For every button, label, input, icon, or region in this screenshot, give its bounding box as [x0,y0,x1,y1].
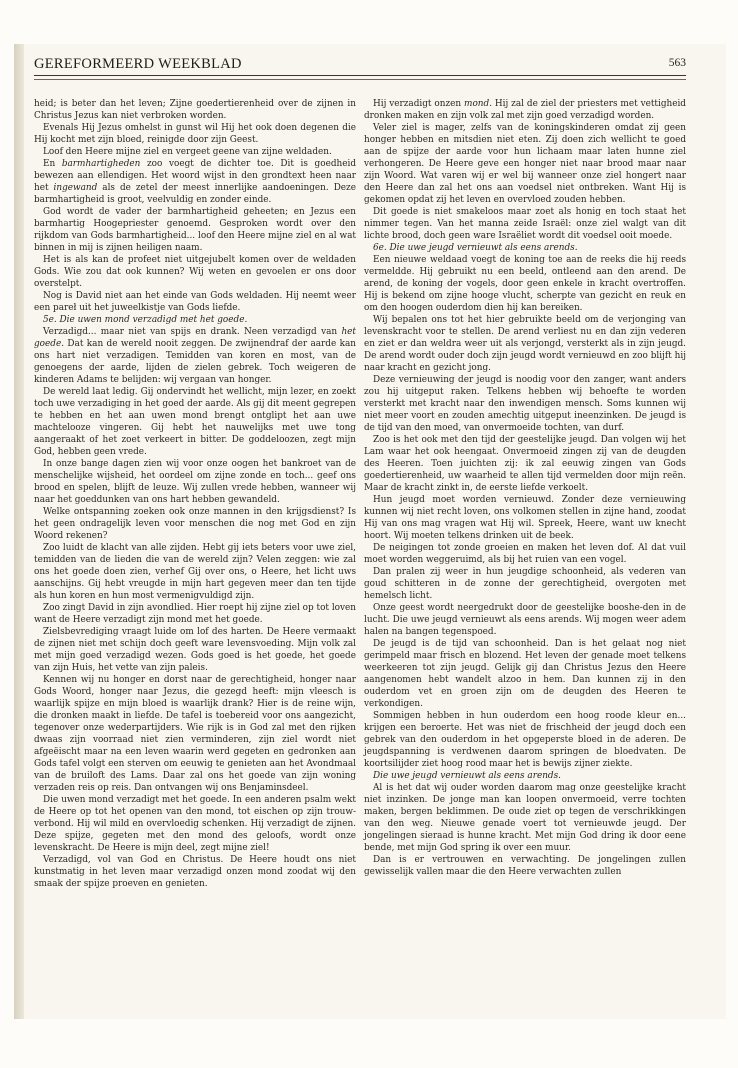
emphasis: mond [464,99,490,109]
text-run: En [43,159,62,169]
paragraph: Verzadigd, vol van God en Christus. De Heere houdt ons niet kunstmatig in het leven maar verzadigd onzen mond zoodat wij den smaak der spijze proeven en genieten. [34,855,356,889]
paragraph: Evenals Hij Jezus omhelst in gunst wil Hij het ook doen degenen die Hij kocht met zijn bloed, reinigde door zijn Geest. [34,123,356,145]
paragraph: De jeugd is de tijd van schoonheid. Dan is het gelaat nog niet gerimpeld maar frisch en blozend. Het leven der genade moet telkens weerkeeren tot zijn jeugd. Gelijk gij dan Christus Jezus den Heere aangenomen hebt wandelt alzoo in hem. Dan kunnen zij in den ouderdom vet en groen zijn om de deugden des Heeren te verkondigen. [364,639,686,709]
paragraph: Nog is David niet aan het einde van Gods weldaden. Hij neemt weer een pareł uit het juweelkistje van Gods liefde. [34,291,356,313]
emphasis: ingewand [53,183,98,193]
paragraph: Welke ontspanning zoeken ook onze mannen in den krijgsdienst? Is het geen ondragelijk leven voor menschen die nog met God en zijn Woord rekenen? [34,507,356,541]
paragraph: Kennen wij nu honger en dorst naar de gerechtigheid, honger naar Gods Woord, honger naar Jezus, die gezegd heeft: mijn vleesch is waarlijk spijze en mijn bloed is waarlijk drank? Hier is de reine wijn, die dronken maakt in liefde. De tafel is toebereid voor ons aangezicht, tegenover onze wederpartijders. Wie rijk is in God zal met den rijken dwaas zijn voorraad niet zien verminderen, zijn ziel wordt niet afgeëischt maar na een leven waarin werd gegeten en gedronken aan Gods tafel volgt een sterven om eeuwig te genieten aan het Avondmaal van de bruiloft des Lams. Daar zal ons het goede van zijn woning verzaden reis op reis. Dan ontvangen wij ons Benjaminsdeel. [34,675,356,793]
paragraph [34,326,356,386]
paragraph: Onze geest wordt neergedrukt door de geestelijke booshe-den in de lucht. Die uwe jeugd vernieuwt als eens arends. Wij mogen weer adem halen na bangen tegenspoed. [364,603,686,637]
text-run: als de zetel der meest innerlijke aandoeningen. Deze barmhartigheid is groot, veelvuldig en zonder einde. [34,183,356,205]
page [14,44,726,1019]
paragraph [364,98,686,122]
text-run: . Hij zal de ziel der priesters met vettigheid dronken maken en zijn volk zal met zijn goed verzadigd worden. [364,99,686,121]
paragraph: Zoo zingt David in zijn avondlied. Hier roept hij zijne ziel op tot loven want de Heere verzadigt zijn mond met het goede. [34,603,356,625]
section-heading: 5e. Die uwen mond verzadigd met het goede. [43,315,248,325]
paragraph: heid; is beter dan het leven; Zijne goedertierenheid over de zijnen in Christus Jezus kan niet verbroken worden. [34,99,356,121]
text-run: Verzadigd... maar niet van spijs en drank. Neen verzadigd van [43,327,342,337]
paragraph: Die uwen mond verzadigt met het goede. In een anderen psalm wekt de Heere op tot het openen van den mond, tot eischen op zijn trouw-verbond. Hij wil mild en overvloedig schenken. Hij verzadigt de zijnen. Deze spijze, gegeten met den mond des geloofs, wordt onze levenskracht. De Heere is mijn deel, zegt mijne ziel! [34,795,356,853]
paragraph: Dan is er vertrouwen en verwachting. De jongelingen zullen gewisselijk vallen maar die den Heere verwachten zullen [364,855,686,877]
page-number: 563 [668,57,686,69]
paragraph: Hun jeugd moet worden vernieuwd. Zonder deze vernieuwing kunnen wij niet recht loven, ons volkomen stellen in zijne hand, zoodat Hij van ons mag vragen wat Hij wil. Spreek, Heere, want uw knecht hoort. Wij moeten telkens drinken uit de beek. [364,495,686,541]
book-spine [14,44,24,1019]
section-heading: 6e. Die uwe jeugd vernieuwt als eens arends. [373,243,578,253]
text-run: zoo voegt de dichter toe. Dit is goedheid bewezen aan ellendigen. Het woord wijst in den grondtext heen naar het [34,159,357,193]
running-header [34,56,686,74]
paragraph: De wereld laat ledig. Gij ondervindt het wellicht, mijn lezer, en zoekt toch uwe verzadiging in het goed der aarde. Als gij dit meent gegrepen te hebben en het aan uwen mond brengt ontglipt het aan uwe machtelooze vingeren. Gij hebt het nauwelijks met uwe tong aangeraakt of het zoet verkeert in bitter. De goddeloozen, zegt mijn God, hebben geen vrede. [34,387,356,457]
right-column [364,98,686,878]
left-column [34,98,356,890]
journal-title: GEREFORMEERD WEEKBLAD [34,56,242,72]
paragraph: Zielsbevrediging vraagt luide om lof des harten. De Heere vermaakt de zijnen niet met schijn doch geeft ware levensvoeding. Mijn volk zal met mijn goed verzadigd wezen. Gods goed is het goede, het goede van zijn Huis, het vette van zijn paleis. [34,627,356,673]
emphasis: barmhartigheden [61,159,141,169]
paragraph: De neigingen tot zonde groeien en maken het leven dof. Al dat vuil moet worden weggeruimd, als bij het ruien van een vogel. [364,543,686,565]
paragraph: Loof den Heere mijne ziel en vergeet geene van zijne weldaden. [43,147,332,157]
header-rule [34,75,686,76]
paragraph [34,158,356,206]
paragraph: In onze bange dagen zien wij voor onze oogen het bankroet van de menschelijke wijsheid, het oordeel om zijne zonde en toch... geef ons brood en spelen, blijft de leuze. Wij zullen vrede hebben, wanneer wij naar het goeddunken van ons hart hebben gewandeld. [34,459,356,505]
text-run: . Dat kan de wereld nooit zeggen. De zwijnendraf der aarde kan ons hart niet verzadigen. Temidden van koren en most, van de genoegens der aarde, lijden de zielen gebrek. Toch weigeren de kinderen Adams te belijden: wij vergaan van honger. [34,339,356,385]
emphasis: het goede [34,327,356,349]
paragraph: Dan pralen zij weer in hun jeugdige schoonheid, als vederen van goud schitteren in de zonne der gerechtigheid, overgoten met hemelsch licht. [364,567,686,601]
paragraph: Wij bepalen ons tot het hier gebruikte beeld om de verjonging van levenskracht voor te stellen. De arend verliest nu en dan zijn vederen en ziet er dan weldra weer uit als verjongd, versterkt als in zijn jeugd. De arend wordt ouder doch zijn jeugd wordt vernieuwd en zoo blijft hij naar kracht en gezicht jong. [364,315,686,373]
paragraph: Zoo is het ook met den tijd der geestelijke jeugd. Dan volgen wij het Lam waar het ook heengaat. Onvermoeid zingen zij van de deugden des Heeren. Toen juichten zij: ik zal eeuwig zingen van Gods goedertierenheid, uw waarheid te allen tijd vermelden door mijn reën. Maar de kracht zinkt in, de eerste liefde verkoelt. [364,435,686,493]
paragraph: God wordt de vader der barmhartigheid geheeten; en Jezus een barmhartig Hoogepriester genoemd. Gesproken wordt over den rijkdom van Gods barmhartigheid... loof den Heere mijne ziel en al wat binnen in mij is zijnen heiligen naam. [34,207,356,253]
header-rule-thin [34,79,686,80]
text-run: Hij verzadigt onzen [373,99,465,109]
paragraph: Sommigen hebben in hun ouderdom een hoog roode kleur en... krijgen een beroerte. Het was niet de frischheid der jeugd doch een gebrek van den ouderdom in het opgeperste bloed in de aderen. De jeugdspanning is verdwenen daarom springen de bloedvaten. De koortsilijder ziet hoog rood maar het is bewijs zijner ziekte. [364,711,686,769]
paragraph: Zoo luidt de klacht van alle zijden. Hebt gij iets beters voor uwe ziel, temidden van de lieden die van de wereld zijn? Velen zeggen: wie zal ons het goede doen zien, verhef Gij over ons, o Heere, het licht uws aanschijns. Gij hebt vreugde in mijn hart gegeven meer dan ten tijde als hun koren en hun most vermenigvuldigd zijn. [34,543,356,601]
paragraph: Al is het dat wij ouder worden daarom mag onze geestelijke kracht niet inzinken. De jonge man kan loopen onvermoeid, verre tochten maken, bergen beklimmen. De oude ziet op tegen de verschrikkingen van den weg. Nieuwe genade voert tot vernieuwde jeugd. Der jongelingen sieraad is hunne kracht. Met mijn God dring ik door eene bende, met mijn God spring ik over een muur. [364,783,686,853]
paragraph: Een nieuwe weldaad voegt de koning toe aan de reeks die hij reeds vermeldde. Hij gebruikt nu een beeld, ontleend aan den arend. De arend, de koning der vogels, door geen enkele in kracht overtroffen. Hij is bekend om zijne hooge vlucht, scherpte van gezicht en reuk en om den hoogen ouderdom dien hij kan bereiken. [364,255,686,313]
paragraph: Deze vernieuwing der jeugd is noodig voor den zanger, want anders zou hij uitgeput raken. Telkens hebben wij behoefte te worden versterkt met kracht naar den inwendigen mensch. Soms kunnen wij niet meer voort en zouden amechtig uitgeput ineenzinken. De jeugd is de tijd van den moed, van onvermoeide tochten, van durf. [364,375,686,433]
paragraph: Veler ziel is mager, zelfs van de koningskinderen omdat zij geen honger hebben en mitsdien niet eten. Zij doen zich wellicht te goed aan de spijze der aarde voor hun lichaam maar laten hunne ziel verhongeren. De Heere geve een honger niet naar brood maar naar zijn Woord. Wat varen wij er wel bij wanneer onze ziel hongert naar den Heere dan zal het ons aan voedsel niet ontbreken. Want Hij is gekomen opdat zij het leven en overvloed zouden hebben. [364,123,686,205]
paragraph: Dit goede is niet smakeloos maar zoet als honig en toch staat het nimmer tegen. Van het manna zeide Israël: onze ziel walgt van dit lichte brood, doch geen ware Israëliet wordt dit voedsel ooit moede. [364,207,686,241]
section-heading: Die uwe jeugd vernieuwt als eens arends. [373,771,561,781]
paragraph: Het is als kan de profeet niet uitgejubelt komen over de weldaden Gods. Wie zou dat ook kunnen? Wij weten en gevoelen er ons door overstelpt. [34,255,356,289]
